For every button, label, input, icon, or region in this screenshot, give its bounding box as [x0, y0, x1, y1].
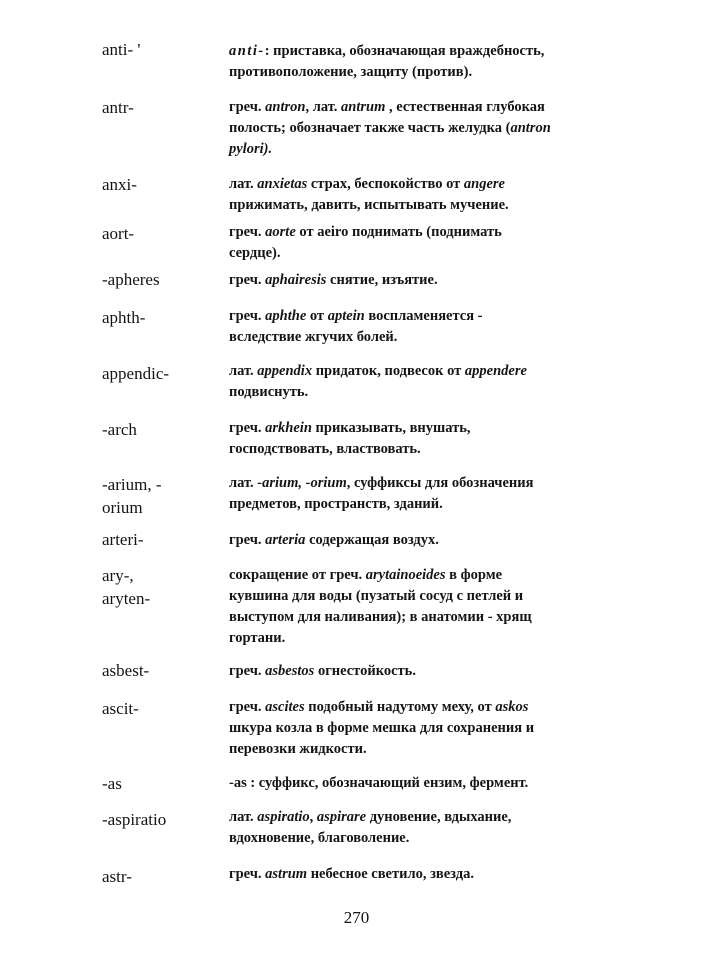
entry-term: -arium, - orium [102, 475, 162, 517]
entry-definition [229, 361, 619, 403]
definition-italic-text: antron [510, 120, 551, 136]
page-number: 270 [343, 908, 370, 927]
definition-italic-text: ascites [265, 699, 305, 715]
definition-text: придаток, подвесок от [312, 363, 465, 379]
definition-text: греч. [229, 699, 266, 715]
definition-italic-text: angere [463, 176, 505, 192]
definition-line [229, 270, 619, 291]
definition-text: небесное светило, звезда. [307, 866, 474, 882]
definition-text: воспламеняется - [364, 308, 483, 324]
definition-text: греч. [229, 272, 266, 288]
definition-italic-text: antron [265, 99, 306, 115]
definition-text: сокращение от греч. [229, 567, 366, 583]
definition-text: дуновение, вдыхание, [366, 809, 512, 825]
definition-text: прижимать, давить, испытывать мучение. [229, 197, 509, 213]
definition-text: от [306, 308, 328, 324]
definition-text: противоположение, защиту (против). [229, 64, 473, 80]
definition-text: , суффиксы для обозначения [346, 475, 534, 491]
definition-italic-text: anti- [229, 43, 265, 59]
definition-text: страх, беспокойство от [307, 176, 464, 192]
definition-text: сердце). [229, 245, 281, 261]
definition-line [229, 243, 619, 264]
definition-text: господствовать, властвовать. [229, 441, 421, 457]
entry-term: -apheres [102, 270, 160, 289]
entry-term: anxi- [102, 175, 137, 194]
definition-line [229, 361, 619, 382]
definition-line [229, 697, 619, 718]
entry-definition [229, 222, 619, 264]
definition-line [229, 739, 619, 760]
definition-line [229, 565, 619, 586]
definition-line [229, 382, 619, 403]
definition-text: вдохновение, благоволение. [229, 830, 410, 846]
entry-term: appendic- [102, 364, 170, 383]
entry-definition [229, 807, 619, 849]
definition-italic-text: antrum [341, 99, 386, 115]
definition-line [229, 864, 619, 885]
definition-italic-text: aphairesis [265, 272, 327, 288]
definition-text: греч. [229, 99, 266, 115]
definition-text: греч. [229, 308, 266, 324]
definition-text: греч. [229, 224, 266, 240]
definition-line [229, 661, 619, 682]
definition-text: приказывать, внушать, [311, 420, 471, 436]
definition-line [229, 530, 619, 551]
definition-line [229, 807, 619, 828]
definition-text: снятие, изъятие. [326, 272, 438, 288]
definition-text: гортани. [229, 630, 286, 646]
definition-text: греч. [229, 532, 266, 548]
entry-definition [229, 864, 619, 885]
entry-definition [229, 697, 619, 760]
definition-text: греч. [229, 663, 266, 679]
definition-text: кувшина для воды (пузатый сосуд с петлей и [229, 588, 524, 604]
definition-italic-text: aphthe [265, 308, 307, 324]
definition-line [229, 773, 619, 794]
entry-definition [229, 473, 619, 515]
entry-term: ary-, aryten- [102, 566, 151, 608]
definition-italic-text: appendere [464, 363, 527, 379]
entry-definition [229, 418, 619, 460]
entry-term: antr- [102, 98, 134, 117]
definition-italic-text: asbestos [265, 663, 315, 679]
definition-text: подобный надутому меху, от [304, 699, 496, 715]
entry-term: anti- ' [102, 40, 141, 59]
entry-definition [229, 661, 619, 682]
definition-line [229, 327, 619, 348]
definition-text: , лат. [305, 99, 342, 115]
definition-italic-text: arytainoeides [365, 567, 446, 583]
definition-line [229, 118, 619, 139]
entry-term: -arch [102, 420, 137, 439]
entry-term: -aspiratio [102, 810, 167, 829]
definition-line [229, 494, 619, 515]
definition-italic-text: aorte [265, 224, 296, 240]
definition-text: выступом для наливания); в анатомии - хрящ [229, 609, 532, 625]
definition-italic-text: anxietas [257, 176, 308, 192]
definition-line [229, 62, 619, 83]
entry-definition [229, 530, 619, 551]
definition-text: вследствие жгучих болей. [229, 329, 398, 345]
definition-text: огнестойкость. [314, 663, 416, 679]
definition-text: греч. [229, 420, 266, 436]
definition-italic-text: aspirare [316, 809, 367, 825]
entry-definition [229, 306, 619, 348]
definition-line [229, 174, 619, 195]
entry-definition [229, 41, 619, 83]
definition-text: лат. [229, 176, 258, 192]
definition-line [229, 41, 619, 62]
definition-italic-text: arteria [265, 532, 306, 548]
definition-text: лат. [229, 809, 258, 825]
definition-line [229, 473, 619, 494]
definition-text: лат. [229, 475, 258, 491]
definition-line [229, 439, 619, 460]
definition-line [229, 306, 619, 327]
definition-text: : приставка, обозначающая враждебность, [264, 43, 545, 59]
definition-line [229, 586, 619, 607]
definition-italic-text: askos [495, 699, 529, 715]
definition-line [229, 418, 619, 439]
definition-line [229, 222, 619, 243]
entry-term: aphth- [102, 308, 146, 327]
definition-text: перевозки жидкости. [229, 741, 367, 757]
definition-text: , естественная глубокая [385, 99, 545, 115]
entry-definition [229, 270, 619, 291]
definition-text: в форме [445, 567, 503, 583]
definition-text: подвиснуть. [229, 384, 309, 400]
definition-line [229, 97, 619, 118]
entry-term: -as [102, 774, 122, 793]
definition-text: полость; обозначает также часть желудка ( [229, 120, 511, 136]
entry-definition [229, 773, 619, 794]
definition-italic-text: appendix [257, 363, 313, 379]
definition-text: предметов, пространств, зданий. [229, 496, 443, 512]
entry-definition [229, 565, 619, 649]
entry-term: astr- [102, 867, 132, 886]
entry-term: asbest- [102, 661, 150, 680]
entry-term: arteri- [102, 530, 144, 549]
definition-line [229, 828, 619, 849]
definition-italic-text: aptein [327, 308, 365, 324]
definition-line [229, 139, 619, 160]
definition-line [229, 718, 619, 739]
definition-line [229, 607, 619, 628]
definition-line [229, 628, 619, 649]
definition-text: греч. [229, 866, 266, 882]
definition-italic-text: astrum [265, 866, 308, 882]
entry-definition [229, 174, 619, 216]
definition-italic-text: aspiratio [257, 809, 310, 825]
definition-italic-text: -arium, -orium [257, 475, 347, 491]
definition-italic-text: pylori). [229, 141, 273, 157]
entry-definition [229, 97, 619, 160]
entry-term: aort- [102, 224, 135, 243]
definition-text: , [309, 809, 317, 825]
definition-text: от aeiro поднимать (поднимать [295, 224, 502, 240]
definition-text: шкура козла в форме мешка для сохранения и [229, 720, 535, 736]
definition-text: лат. [229, 363, 258, 379]
definition-text: содержащая воздух. [305, 532, 439, 548]
definition-line [229, 195, 619, 216]
definition-text: -as : суффикс, обозначающий ензим, фермент. [229, 775, 529, 791]
entry-term: ascit- [102, 699, 139, 718]
definition-italic-text: arkhein [265, 420, 312, 436]
